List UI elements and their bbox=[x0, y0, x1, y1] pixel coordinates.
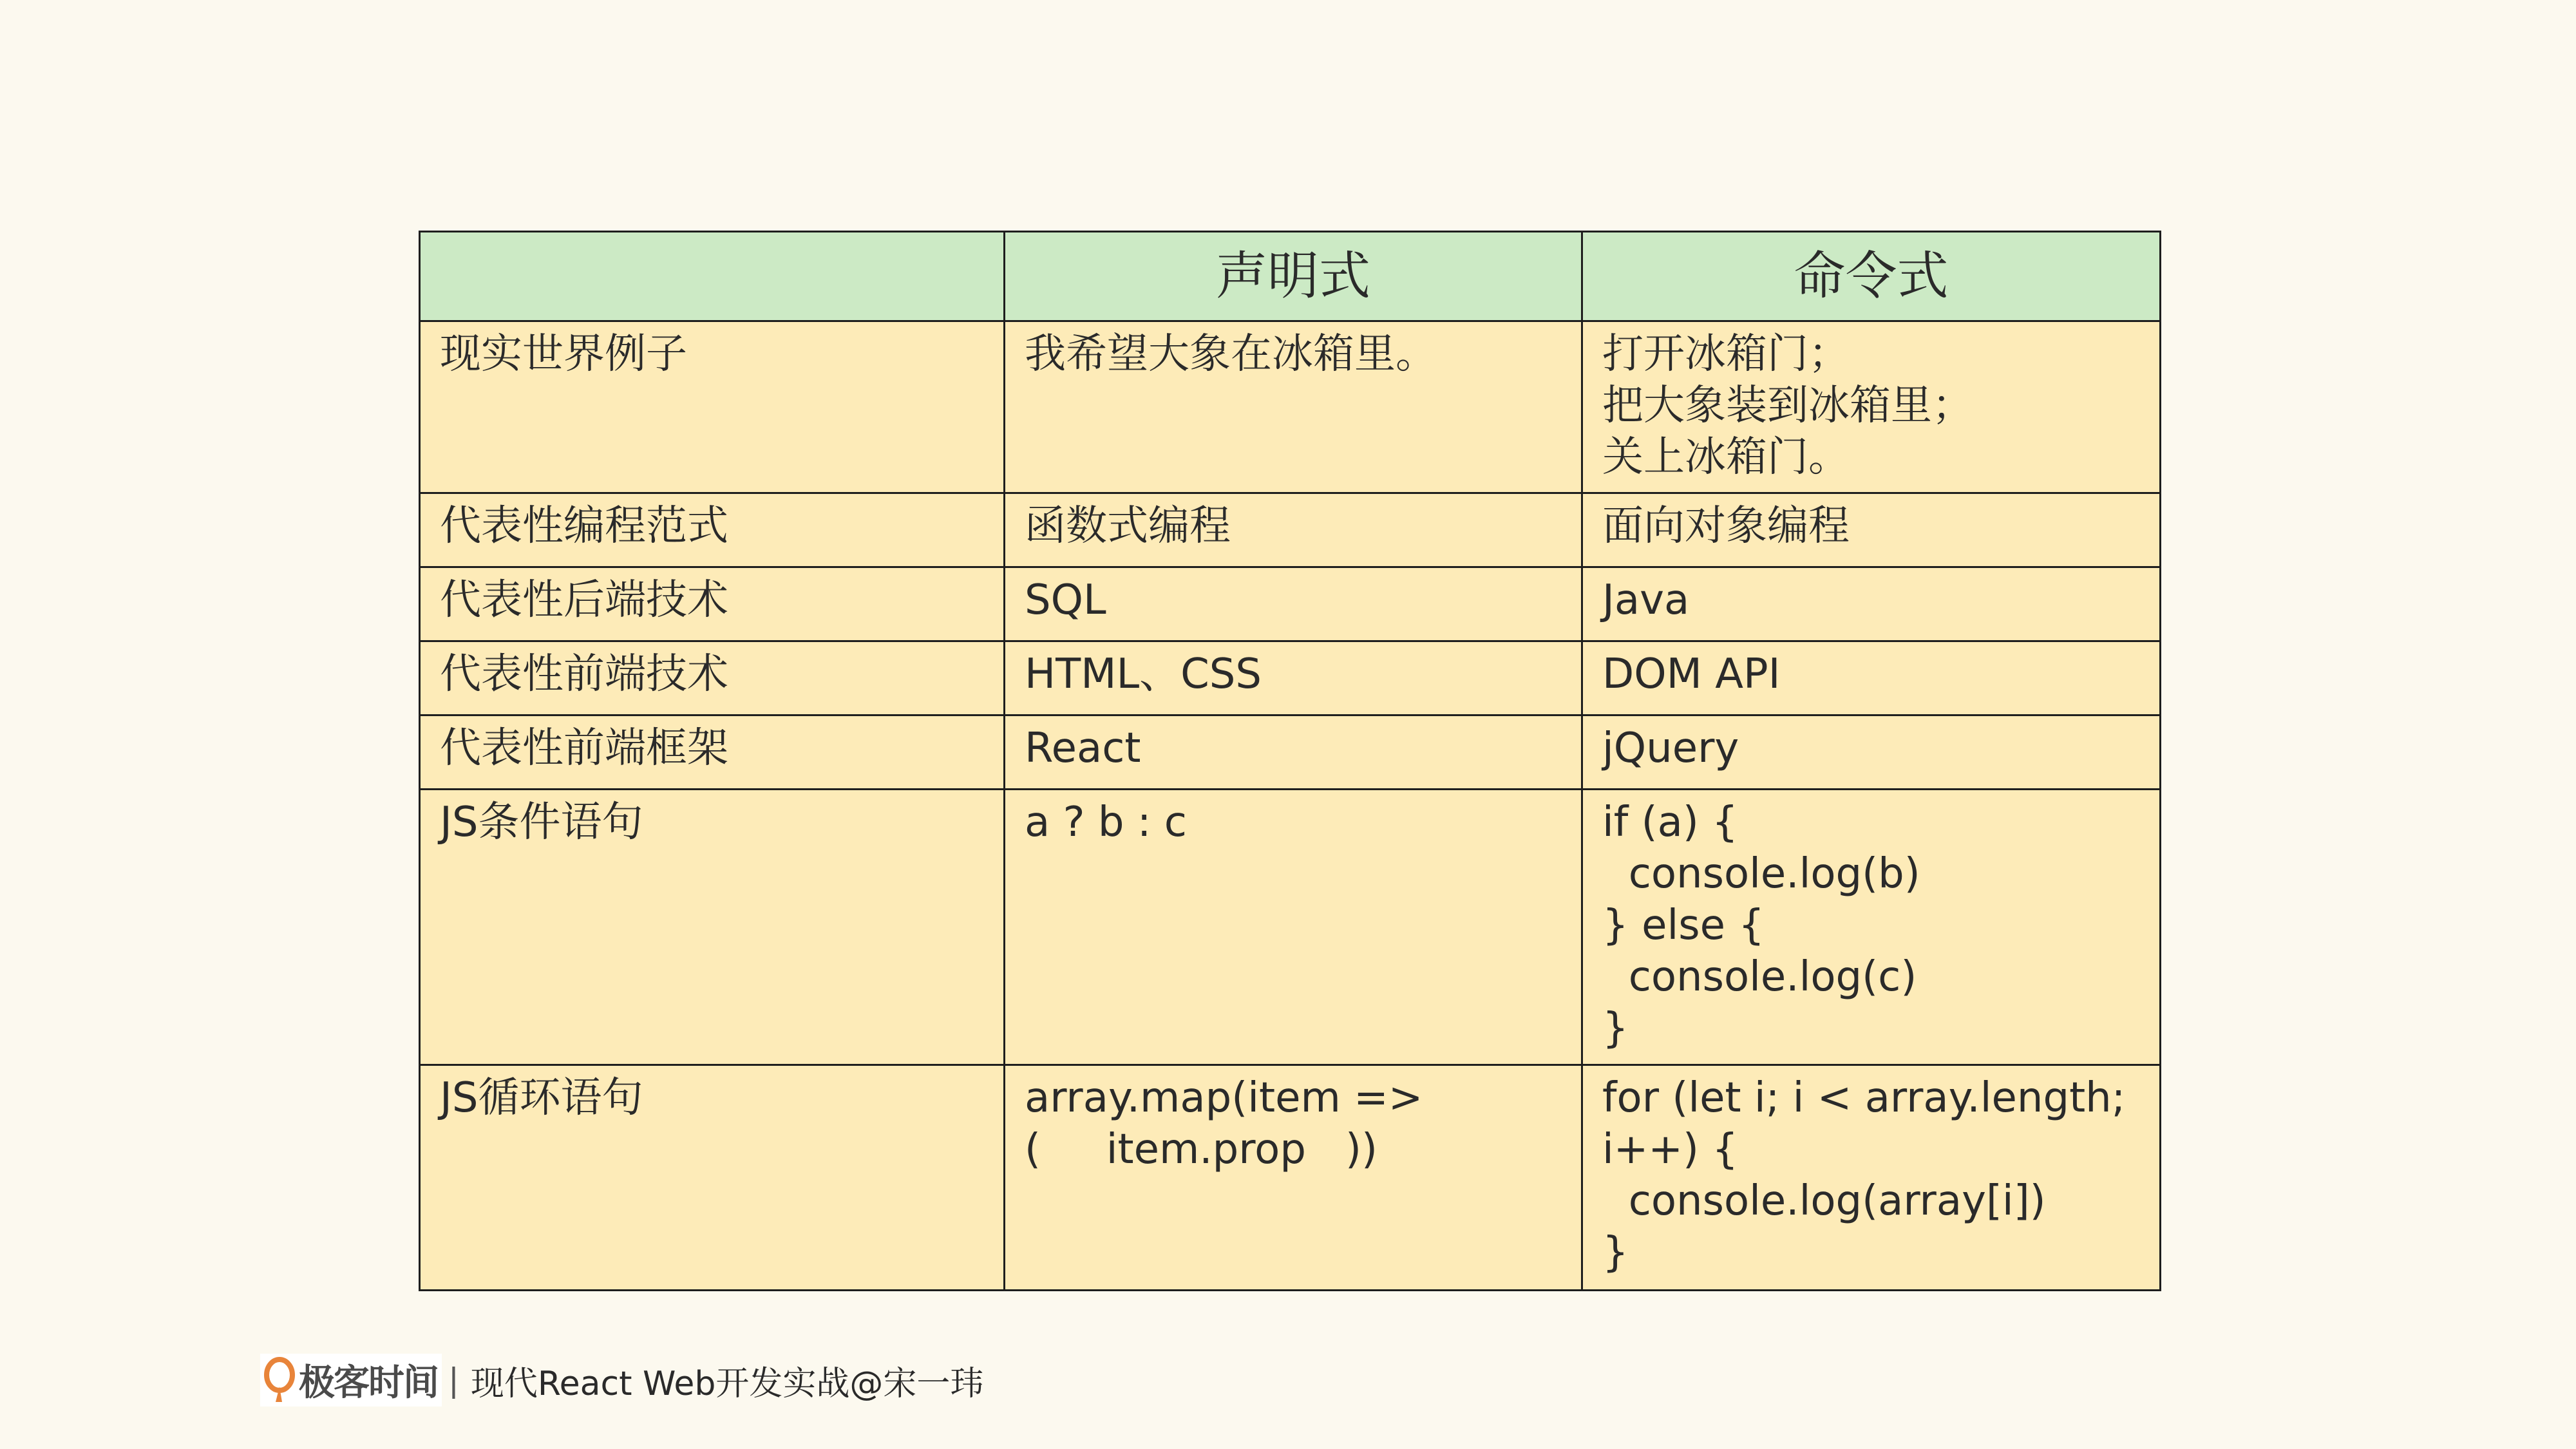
row-label: JS条件语句 bbox=[420, 790, 1005, 1065]
imperative-cell: for (let i; i < array.length; i++) { console.log(array[i]) } bbox=[1582, 1065, 2161, 1291]
table-row bbox=[420, 790, 2161, 1065]
row-label: JS循环语句 bbox=[420, 1065, 1005, 1291]
row-label: 代表性前端框架 bbox=[420, 715, 1005, 790]
row-label: 代表性后端技术 bbox=[420, 567, 1005, 641]
brand-logo bbox=[260, 1354, 442, 1406]
geekbang-logo-icon bbox=[263, 1354, 296, 1406]
declarative-cell: array.map(item => ( item.prop )) bbox=[1005, 1065, 1582, 1291]
row-label: 现实世界例子 bbox=[420, 321, 1005, 493]
imperative-cell: jQuery bbox=[1582, 715, 2161, 790]
declarative-cell: HTML、CSS bbox=[1005, 641, 1582, 715]
table-row bbox=[420, 321, 2161, 493]
row-label: 代表性编程范式 bbox=[420, 493, 1005, 567]
comparison-table bbox=[419, 231, 2161, 1291]
declarative-cell: a ? b : c bbox=[1005, 790, 1582, 1065]
table-row bbox=[420, 493, 2161, 567]
declarative-cell: 函数式编程 bbox=[1005, 493, 1582, 567]
header-cell-empty bbox=[420, 232, 1005, 321]
table-row bbox=[420, 1065, 2161, 1291]
footer-separator: | bbox=[448, 1361, 459, 1399]
table-row bbox=[420, 567, 2161, 641]
declarative-cell: React bbox=[1005, 715, 1582, 790]
header-cell-declarative: 声明式 bbox=[1005, 232, 1582, 321]
imperative-cell: DOM API bbox=[1582, 641, 2161, 715]
imperative-cell: if (a) { console.log(b) } else { console.log(c) } bbox=[1582, 790, 2161, 1065]
header-cell-imperative: 命令式 bbox=[1582, 232, 2161, 321]
table-header-row bbox=[420, 232, 2161, 321]
imperative-cell: Java bbox=[1582, 567, 2161, 641]
declarative-cell: 我希望大象在冰箱里。 bbox=[1005, 321, 1582, 493]
footer-caption: 现代React Web开发实战@宋一玮 bbox=[470, 1364, 984, 1403]
logo-text: 极客时间 bbox=[299, 1362, 438, 1404]
imperative-cell: 面向对象编程 bbox=[1582, 493, 2161, 567]
table-row bbox=[420, 641, 2161, 715]
imperative-cell: 打开冰箱门； 把大象装到冰箱里； 关上冰箱门。 bbox=[1582, 321, 2161, 493]
table-row bbox=[420, 715, 2161, 790]
row-label: 代表性前端技术 bbox=[420, 641, 1005, 715]
declarative-cell: SQL bbox=[1005, 567, 1582, 641]
footer bbox=[260, 1351, 983, 1409]
